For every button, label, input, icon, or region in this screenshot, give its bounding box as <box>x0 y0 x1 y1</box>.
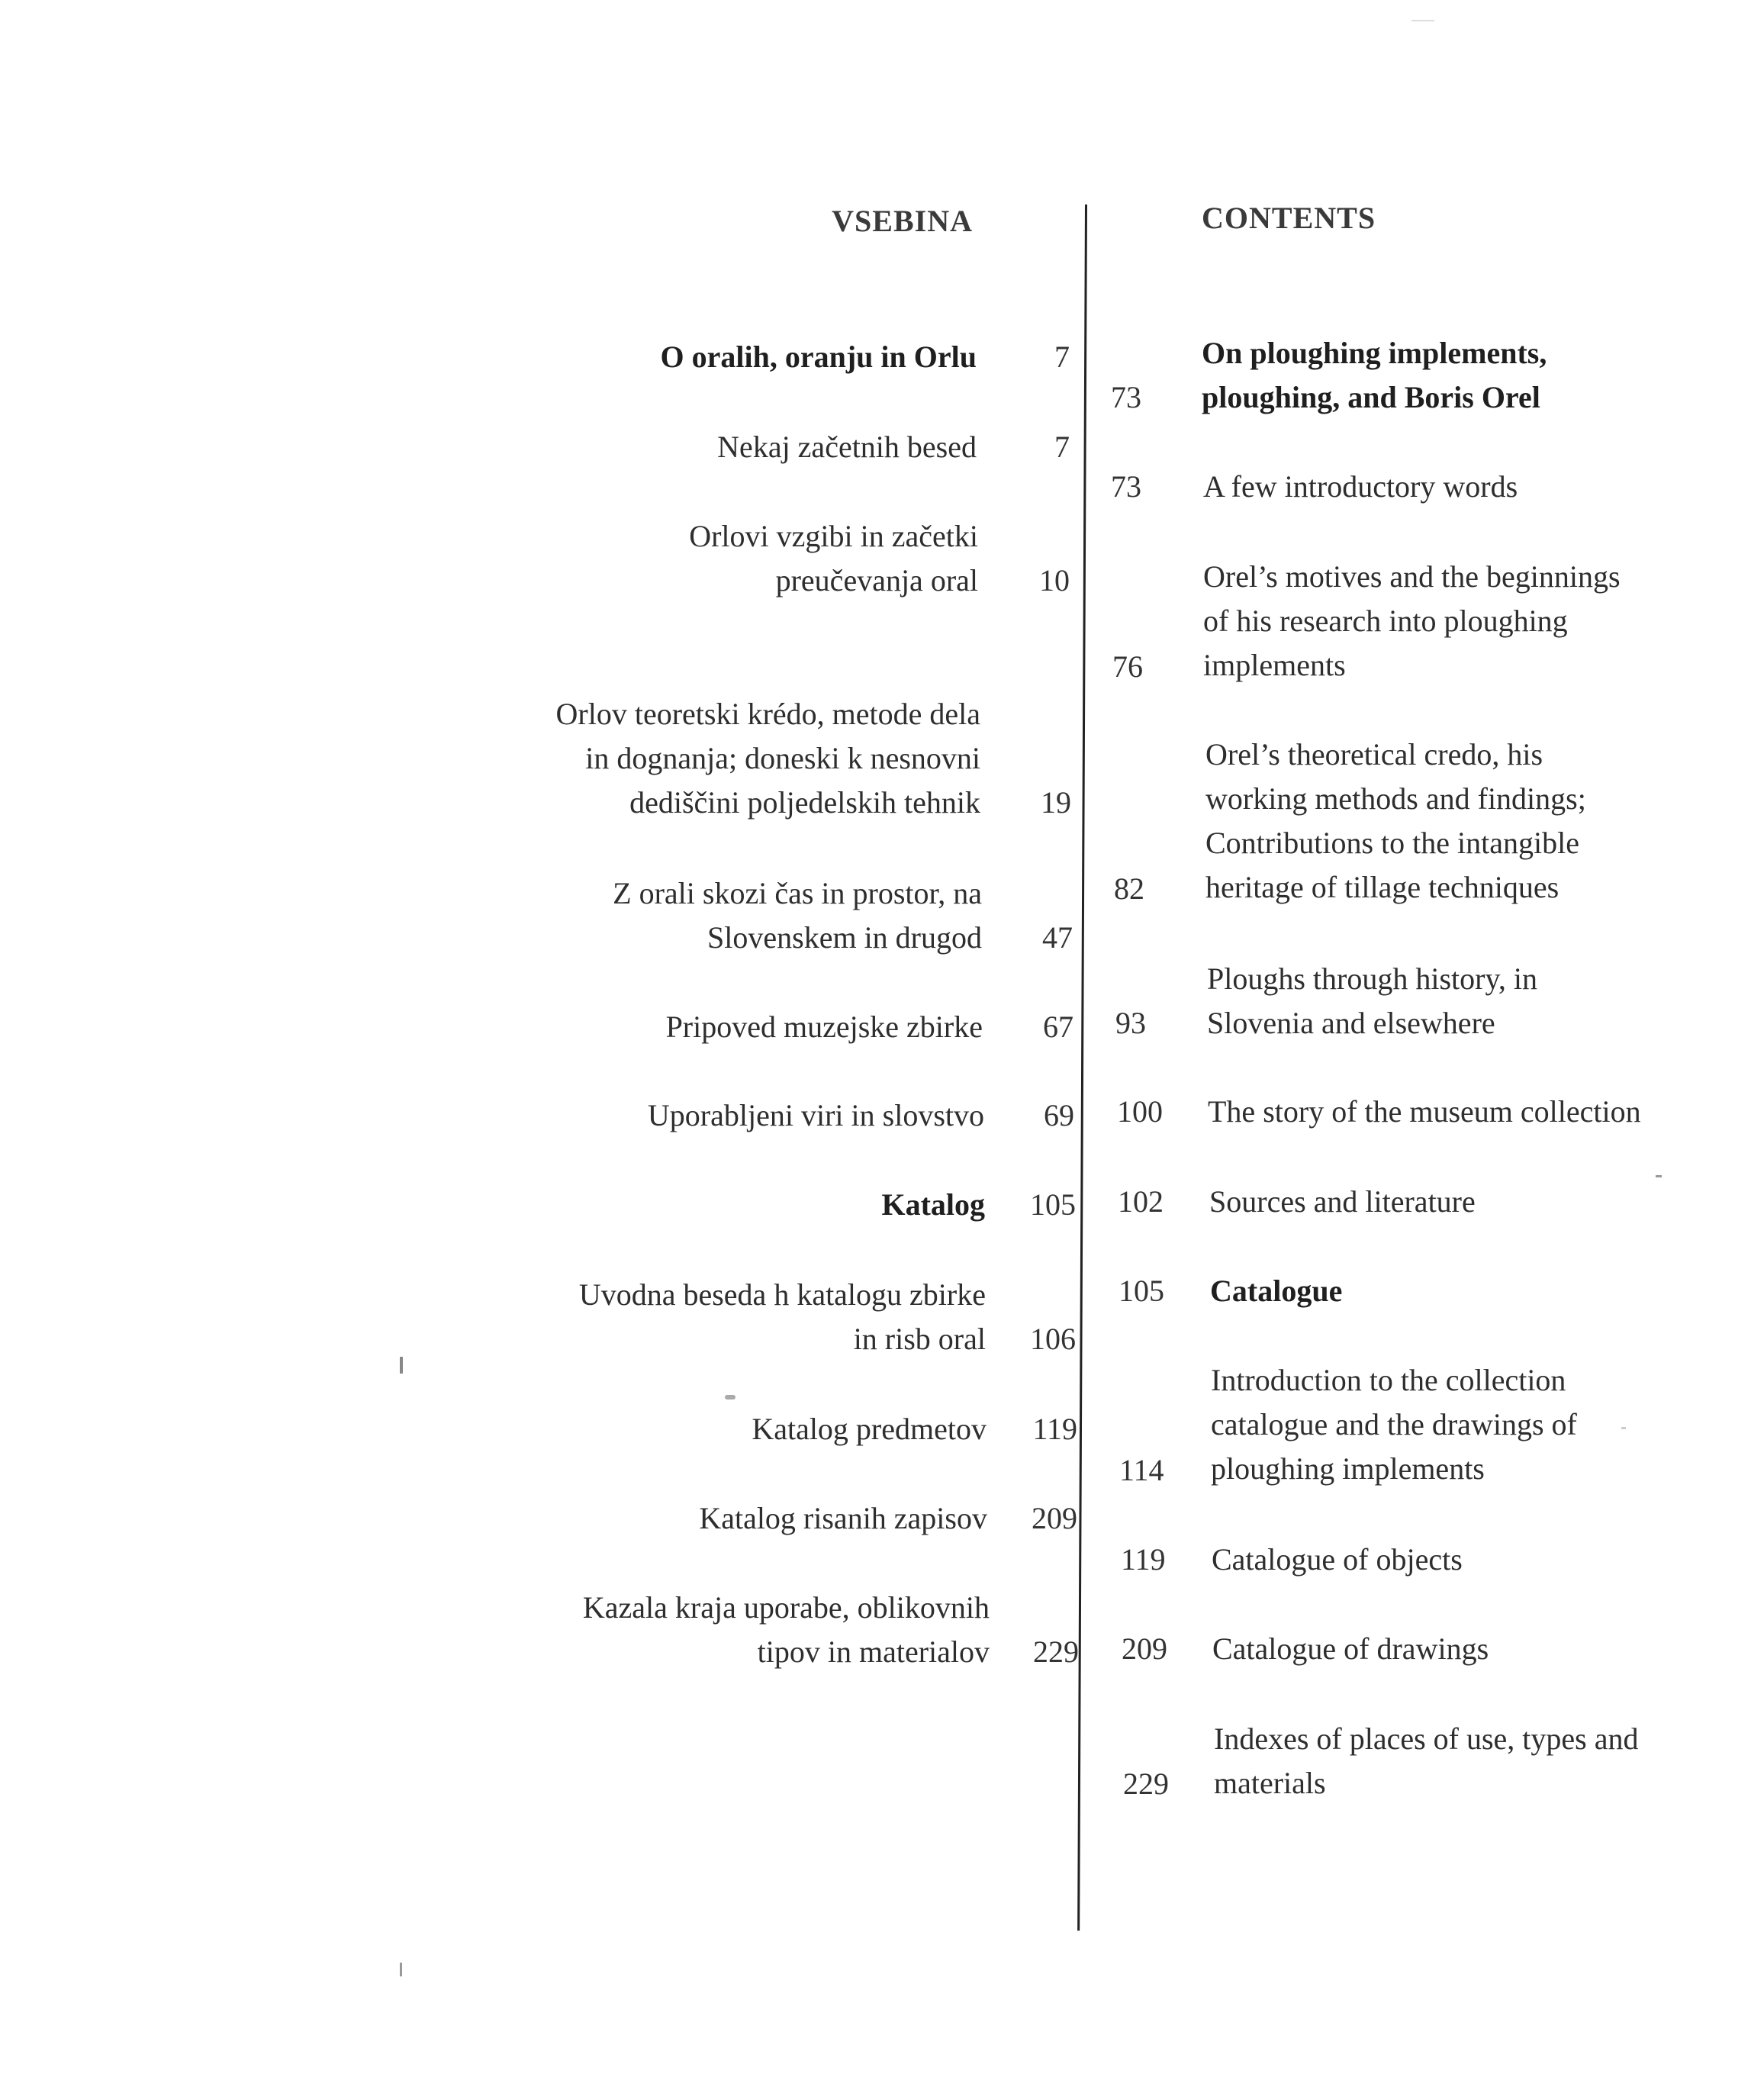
page-number-right: 105 <box>1119 1274 1164 1308</box>
entry-title-line: ploughing implements <box>1211 1451 1485 1486</box>
toc-entry-right <box>1205 733 1586 910</box>
entry-title-line: in risb oral <box>853 1322 986 1356</box>
toc-entry-left <box>583 1586 990 1674</box>
scan-speck <box>1656 1175 1662 1177</box>
entry-title-line: Pripoved muzejske zbirke <box>665 1010 983 1044</box>
toc-entry-right <box>1203 555 1621 688</box>
page-number-right: 229 <box>1123 1767 1169 1801</box>
entry-title-line: working methods and findings; <box>1205 781 1586 816</box>
entry-title-line: Catalogue <box>1210 1274 1343 1308</box>
entry-title-line: Z orali skozi čas in prostor, na <box>613 876 982 910</box>
toc-entry-right <box>1212 1627 1489 1671</box>
page-number-right: 82 <box>1114 871 1144 906</box>
page-number-left: 7 <box>1054 340 1070 374</box>
entry-title-line: Uporabljeni viri in slovstvo <box>647 1098 984 1132</box>
entry-title-line: Slovenia and elsewhere <box>1207 1006 1495 1040</box>
page-number-left: 229 <box>1033 1635 1079 1669</box>
page-number-left: 47 <box>1042 920 1073 955</box>
entry-title-line: tipov in materialov <box>757 1635 990 1669</box>
toc-entry-left <box>661 335 977 379</box>
entry-title-line: Orel’s theoretical credo, his <box>1205 737 1543 771</box>
scan-speck <box>725 1395 735 1399</box>
page-number-left: 209 <box>1032 1501 1077 1535</box>
entry-title-line: Orel’s motives and the beginnings <box>1203 559 1621 594</box>
heading-vsebina: VSEBINA <box>832 204 973 238</box>
page-number-left: 7 <box>1054 430 1070 464</box>
page-number-left: 69 <box>1044 1098 1074 1132</box>
page-number-right: 76 <box>1112 649 1143 684</box>
entry-title-line: implements <box>1203 648 1346 682</box>
entry-title-line: Orlovi vzgibi in začetki <box>689 519 978 553</box>
page-number-left: 105 <box>1030 1187 1076 1222</box>
page-number-left: 19 <box>1041 785 1071 820</box>
entry-title-line: The story of the museum collection <box>1208 1094 1641 1129</box>
scan-speck <box>400 1963 402 1976</box>
entry-title-line: Orlov teoretski krédo, metode dela <box>555 697 980 731</box>
entry-title-line: materials <box>1214 1766 1326 1800</box>
scan-speck <box>1621 1427 1626 1429</box>
entry-title-line: heritage of tillage techniques <box>1205 870 1559 904</box>
toc-entry-right <box>1211 1358 1577 1491</box>
page-number-right: 73 <box>1111 380 1141 414</box>
page-number-right: 93 <box>1115 1006 1146 1040</box>
entry-title-line: Katalog risanih zapisov <box>699 1501 987 1535</box>
toc-entry-right <box>1207 957 1537 1045</box>
toc-entry-left <box>689 514 978 603</box>
entry-title-line: O oralih, oranju in Orlu <box>660 340 977 374</box>
page-number-right: 100 <box>1117 1094 1163 1129</box>
toc-entry-left <box>648 1093 984 1138</box>
toc-entry-left <box>752 1407 987 1451</box>
scan-speck <box>400 1357 403 1374</box>
entry-title-line: Nekaj začetnih besed <box>717 430 977 464</box>
toc-entry-left <box>613 871 982 960</box>
entry-title-line: Introduction to the collection <box>1211 1363 1566 1397</box>
toc-entry-right <box>1209 1180 1476 1224</box>
entry-title-line: Kazala kraja uporabe, oblikovnih <box>582 1590 990 1625</box>
toc-entry-right <box>1212 1538 1463 1582</box>
toc-entry-left <box>579 1273 986 1361</box>
toc-entry-right <box>1202 331 1547 420</box>
entry-title-line: Uvodna beseda h katalogu zbirke <box>578 1277 986 1312</box>
entry-title-line: Catalogue of drawings <box>1212 1631 1489 1666</box>
entry-title-line: Sources and literature <box>1209 1184 1476 1219</box>
page-number-left: 119 <box>1032 1412 1077 1446</box>
page-number-left: 106 <box>1030 1322 1076 1356</box>
toc-entry-left <box>881 1183 985 1227</box>
scan-speck <box>1411 20 1434 21</box>
toc-entry-right <box>1210 1269 1342 1313</box>
toc-entry-right <box>1208 1090 1641 1134</box>
entry-title-line: Ploughs through history, in <box>1207 961 1537 996</box>
toc-entry-right <box>1203 465 1518 509</box>
entry-title-line: Catalogue of objects <box>1212 1542 1463 1577</box>
page-number-right: 114 <box>1119 1453 1164 1487</box>
entry-title-line: ploughing, and Boris Orel <box>1202 380 1540 414</box>
column-divider <box>1077 205 1087 1931</box>
page-number-right: 209 <box>1122 1631 1167 1666</box>
page-number-left: 67 <box>1043 1010 1073 1044</box>
page-number-left: 10 <box>1039 563 1070 597</box>
entry-title-line: Contributions to the intangible <box>1205 826 1579 860</box>
page-number-right: 102 <box>1118 1184 1164 1219</box>
entry-title-line: in dognanja; doneski k nesnovni <box>585 741 980 775</box>
page-number-right: 119 <box>1121 1542 1166 1577</box>
toc-entry-left <box>699 1496 987 1541</box>
toc-entry-left <box>717 425 977 469</box>
page-number-right: 73 <box>1111 469 1141 504</box>
entry-title-line: Katalog predmetov <box>752 1412 987 1446</box>
toc-entry-left <box>666 1005 983 1049</box>
entry-title-line: Slovenskem in drugod <box>707 920 982 955</box>
toc-entry-left <box>556 692 980 825</box>
entry-title-line: Katalog <box>881 1187 985 1222</box>
entry-title-line: preučevanja oral <box>775 563 978 597</box>
entry-title-line: catalogue and the drawings of <box>1211 1407 1577 1441</box>
entry-title-line: dediščini poljedelskih tehnik <box>629 785 980 820</box>
toc-entry-right <box>1214 1717 1638 1805</box>
heading-contents: CONTENTS <box>1202 201 1376 235</box>
entry-title-line: On ploughing implements, <box>1202 336 1547 370</box>
entry-title-line: A few introductory words <box>1203 469 1518 504</box>
entry-title-line: Indexes of places of use, types and <box>1214 1722 1639 1756</box>
entry-title-line: of his research into ploughing <box>1203 604 1568 638</box>
